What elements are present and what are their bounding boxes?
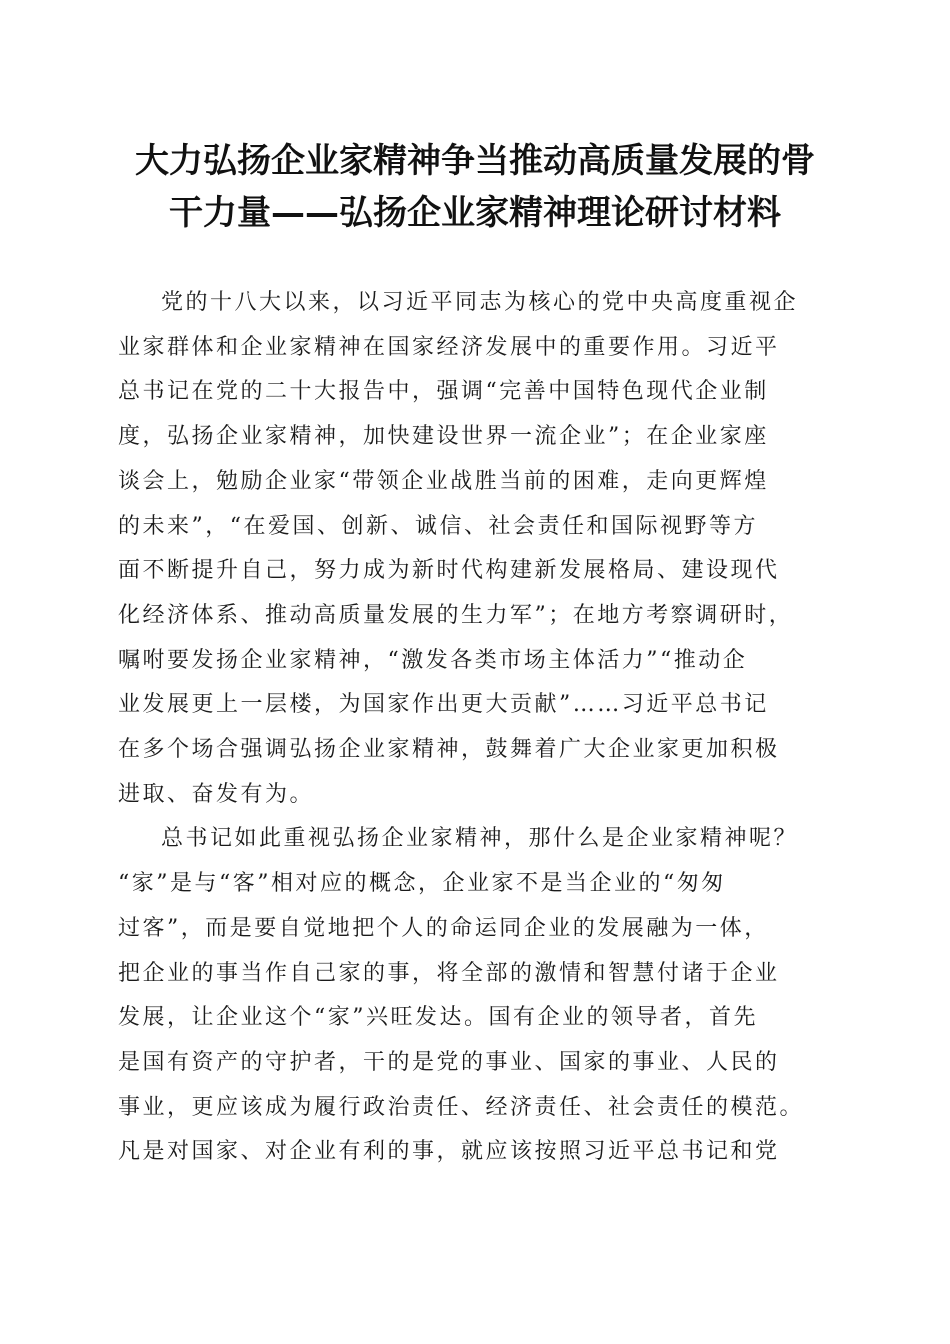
text-line: 的未来”，“在爱国、创新、诚信、社会责任和国际视野等方 [118,513,758,539]
text-line: 党的十八大以来，以习近平同志为核心的党中央高度重视企 [161,290,799,315]
text-line: 总书记在党的二十大报告中，强调“完善中国特色现代企业制 [118,379,769,405]
document-title [100,135,850,239]
text-line: 是国有资产的守护者，干的是党的事业、国家的事业、人民的 [118,1049,780,1075]
text-line: 过客”，而是要自觉地把个人的命运同企业的发展融为一体， [118,915,769,941]
text-line: 进取、奋发有为。 [118,781,315,807]
text-line: “家”是与“客”相对应的概念，企业家不是当企业的“匆匆 [118,871,726,897]
text-line: 化经济体系、推动高质量发展的生力军”；在地方考察调研时， [118,602,794,628]
text-line: 把企业的事当作自己家的事，将全部的激情和智慧付诸于企业 [118,960,780,986]
body-paragraph [118,281,824,817]
text-line: 在多个场合强调弘扬企业家精神，鼓舞着广大企业家更加积极 [118,737,780,763]
text-line: 面不断提升自己，努力成为新时代构建新发展格局、建设现代 [118,558,780,584]
title-line: 大力弘扬企业家精神争当推动高质量发展的骨 [135,141,815,181]
text-line: 凡是对国家、对企业有利的事，就应该按照习近平总书记和党 [118,1139,780,1165]
text-line: 谈会上，勉励企业家“带领企业战胜当前的困难，走向更辉煌 [118,468,769,494]
text-line: 总书记如此重视弘扬企业家精神，那什么是企业家精神呢？ [161,826,799,852]
text-line: 发展，让企业这个“家”兴旺发达。国有企业的领导者，首先 [118,1005,758,1031]
text-line: 度，弘扬企业家精神，加快建设世界一流企业”；在企业家座 [118,424,769,450]
text-line: 嘱咐要发扬企业家精神，“激发各类市场主体活力”“推动企 [118,647,748,673]
text-line: 业发展更上一层楼，为国家作出更大贡献”……习近平总书记 [118,692,769,718]
text-line: 事业，更应该成为履行政治责任、经济责任、社会责任的模范。 [118,1094,805,1120]
body-paragraph [118,817,824,1175]
title-line: 干力量——弘扬企业家精神理论研讨材料 [169,193,781,233]
document-body [118,281,824,1175]
text-line: 业家群体和企业家精神在国家经济发展中的重要作用。习近平 [118,334,780,360]
